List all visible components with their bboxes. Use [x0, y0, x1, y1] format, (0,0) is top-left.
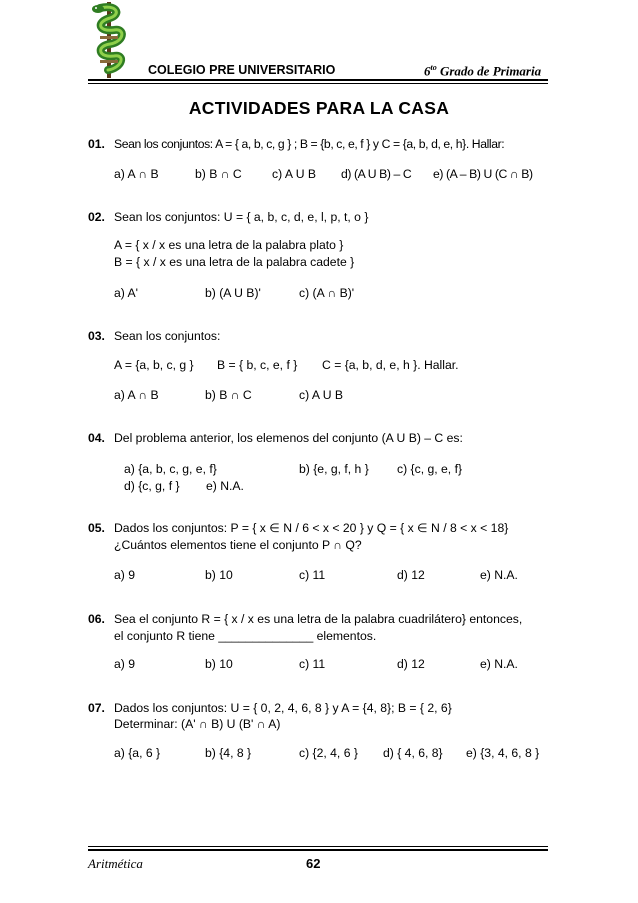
- option: c) 11: [299, 657, 326, 671]
- subject-label: Aritmética: [88, 856, 143, 871]
- option: d) 12: [397, 568, 425, 582]
- option: c) {2, 4, 6 }: [299, 746, 358, 760]
- question-stem-line: Determinar: (A' ∩ B) U (B' ∩ A): [114, 717, 281, 731]
- option: c) 11: [299, 568, 326, 582]
- option: b) 10: [205, 657, 233, 671]
- option: d) (A U B) – C: [341, 167, 412, 181]
- option: c) A U B: [299, 388, 344, 402]
- option: c) A U B: [272, 167, 317, 181]
- header-rule-thin: [88, 83, 548, 84]
- page-title: ACTIVIDADES PARA LA CASA: [188, 98, 450, 118]
- question-number: 01.: [88, 137, 105, 151]
- question-stem: Del problema anterior, los elemenos del conjunto (A U B) – C es:: [114, 431, 463, 445]
- question-number: 02.: [88, 210, 105, 224]
- option: e) N.A.: [480, 568, 518, 582]
- option: a) {a, 6 }: [114, 746, 161, 760]
- grade-label: $6^{to}$ Grado de Primaria: [424, 63, 542, 79]
- set-definition: A = {a, b, c, g }: [114, 358, 194, 372]
- option: b) 10: [205, 568, 233, 582]
- option: d) 12: [397, 657, 425, 671]
- school-name: COLEGIO PRE UNIVERSITARIO: [148, 63, 336, 77]
- option: b) (A U B)': [205, 286, 261, 300]
- question-number: 04.: [88, 431, 105, 445]
- page-number: 62: [306, 856, 321, 871]
- set-definition: A = { x / x es una letra de la palabra plato }: [114, 238, 344, 252]
- set-definition: C = {a, b, d, e, h }. Hallar.: [322, 358, 459, 372]
- school-logo-icon: [86, 0, 134, 80]
- option: e) {3, 4, 6, 8 }: [466, 746, 540, 760]
- question-stem: Sean los conjuntos: U = { a, b, c, d, e, l, p, t, o }: [114, 210, 369, 224]
- question-stem-line: el conjunto R tiene ______________ elementos.: [114, 629, 377, 643]
- question-number: 06.: [88, 612, 105, 626]
- question-number: 05.: [88, 521, 105, 535]
- option: e) (A – B) U (C ∩ B): [433, 167, 533, 181]
- option: e) N.A.: [206, 479, 244, 493]
- set-definition: B = { b, c, e, f }: [217, 358, 298, 372]
- footer-rule-thin: [88, 846, 548, 847]
- question-stem: Dados los conjuntos: U = { 0, 2, 4, 6, 8 } y A = {4, 8}; B = { 2, 6}: [114, 701, 452, 715]
- question-stem: Sean los conjuntos: A = { a, b, c, g } ; B = {b, c, e, f } y C = {a, b, d, e, h}. Hallar:: [114, 137, 505, 151]
- option: b) {4, 8 }: [205, 746, 252, 760]
- option: b) B ∩ C: [205, 388, 252, 402]
- option: c) {c, g, e, f}: [397, 462, 463, 476]
- option: a) 9: [114, 568, 136, 582]
- option: a) {a, b, c, g, e, f}: [124, 462, 217, 476]
- option: c) (A ∩ B)': [299, 286, 355, 300]
- header-rule: [88, 79, 548, 81]
- question-stem-line: ¿Cuántos elementos tiene el conjunto P ∩ Q?: [114, 538, 362, 552]
- option: b) B ∩ C: [195, 167, 242, 181]
- footer-rule: [88, 849, 548, 851]
- option: d) {c, g, f }: [124, 479, 180, 493]
- question-stem: Dados los conjuntos: P = { x ∈ N / 6 < x < 20 } y Q = { x ∈ N / 8 < x < 18}: [114, 521, 509, 535]
- question-number: 03.: [88, 329, 105, 343]
- question-stem: Sea el conjunto R = { x / x es una letra de la palabra cuadrilátero} entonces,: [114, 612, 523, 626]
- question-number: 07.: [88, 701, 105, 715]
- question-stem: Sean los conjuntos:: [114, 329, 221, 343]
- option: b) {e, g, f, h }: [299, 462, 369, 476]
- option: a) A': [114, 286, 139, 300]
- set-definition: B = { x / x es una letra de la palabra cadete }: [114, 255, 355, 269]
- option: e) N.A.: [480, 657, 518, 671]
- option: a) A ∩ B: [114, 167, 159, 181]
- option: d) { 4, 6, 8}: [383, 746, 443, 760]
- option: a) A ∩ B: [114, 388, 159, 402]
- option: a) 9: [114, 657, 136, 671]
